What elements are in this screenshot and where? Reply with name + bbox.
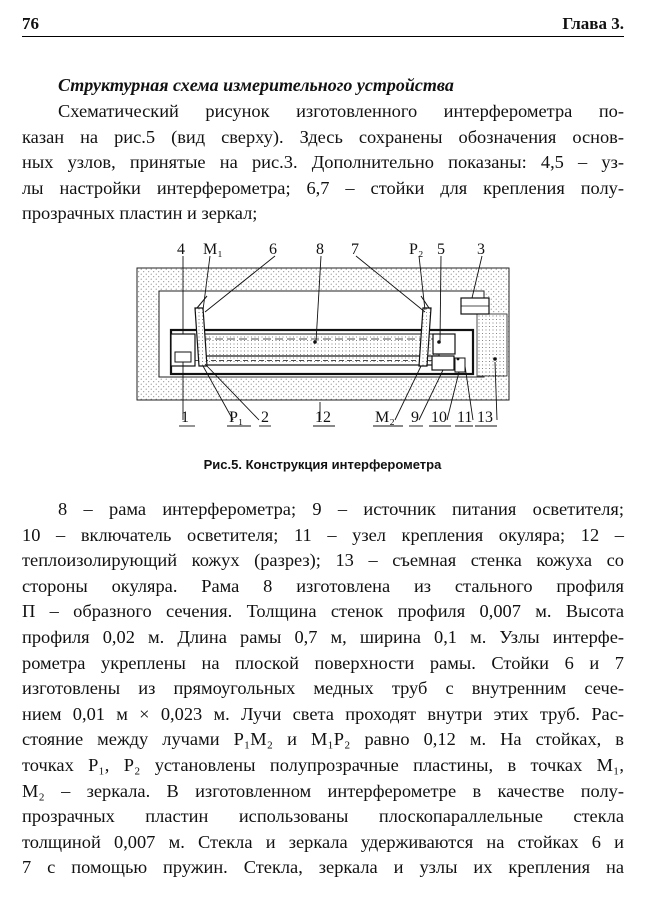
- text-line: 7 с помощью пружин. Стекла, зеркала и узлы их крепления на: [22, 857, 624, 878]
- text-line: стороны окуляра. Рама 8 изготовлена из стального профиля: [22, 575, 624, 596]
- text-line: нием 0,01 м × 0,023 м. Лучи света проходят внутри этих труб. Рас-: [22, 703, 624, 724]
- label-13: 13: [477, 409, 493, 426]
- section-title: Структурная схема измерительного устройства: [58, 75, 454, 95]
- text-line: ных узлов, принятые на рис.3. Дополнительно показаны: 4,5 – уз-: [22, 152, 624, 173]
- figure-caption: Рис.5. Конструкция интерферометра: [203, 457, 442, 472]
- text-line: точках P₁, P₂ установлены полупрозрачные пластины, в точках M₁,: [22, 754, 624, 775]
- switch-10: [455, 358, 465, 372]
- text-line: казан на рис.5 (вид сверху). Здесь сохранены обозначения основ-: [22, 126, 624, 147]
- text-line: рометра укреплены на плоской поверхности рамы. Стойки 6 и 7: [22, 652, 624, 673]
- text-line: 10 – включатель осветителя; 11 – узел крепления окуляра; 12 –: [22, 524, 624, 545]
- label-m1: M₁: [203, 241, 223, 258]
- text-line: изготовлены из прямоугольных медных труб с внутренним сече-: [22, 678, 624, 699]
- label-10: 10: [431, 409, 447, 426]
- legend-paragraph: [22, 497, 624, 881]
- text-line: профиля 0,02 м. Длина рамы 0,7 м, ширина 0,1 м. Узлы интерфе-: [22, 626, 624, 647]
- label-4: 4: [177, 241, 185, 258]
- intro-paragraph: [22, 99, 624, 227]
- text-line: M₂ – зеркала. В изготовленном интерферометре в качестве полу-: [22, 780, 624, 801]
- text-line: 8 – рама интерферометра; 9 – источник питания осветителя;: [58, 499, 624, 519]
- power-source-9: [432, 356, 454, 370]
- interferometer-diagram: [135, 238, 515, 438]
- adjust-node-5: [433, 334, 455, 354]
- text-line: толщиной 0,007 м. Стекла и зеркала удерживаются на стойках 6 и: [22, 831, 624, 852]
- text-line: Схематический рисунок изготовленного интерферометра по-: [58, 101, 624, 121]
- label-1: 1: [181, 409, 189, 426]
- label-p2: P₂: [409, 241, 424, 258]
- text-line: лы настройки интерферометра; 6,7 – стойки для крепления полу-: [22, 177, 624, 198]
- text-line: стояние между лучами P₁M₂ и M₁P₂ равно 0,12 м. На стойках, в: [22, 729, 624, 750]
- removable-wall: [477, 314, 507, 376]
- page-number: 76: [22, 14, 39, 33]
- text-line: прозрачных пластин использованы плоскопараллельные стекла: [22, 806, 624, 827]
- label-11: 11: [457, 409, 473, 426]
- label-m2: M₂: [375, 409, 395, 426]
- chapter-title: Глава 3.: [562, 14, 624, 33]
- frame-inner: [203, 334, 439, 358]
- label-7: 7: [351, 241, 359, 258]
- label-9: 9: [411, 409, 419, 426]
- label-3: 3: [477, 241, 485, 258]
- page-header: [22, 12, 624, 37]
- label-6: 6: [269, 241, 277, 258]
- label-p1: P₁: [229, 409, 244, 426]
- label-2: 2: [261, 409, 269, 426]
- text-line: теплоизолирующий кожух (разрез); 13 – съемная стенка кожуха со: [22, 550, 624, 571]
- text-line: прозрачных пластин и зеркал;: [22, 203, 258, 224]
- label-8: 8: [316, 241, 324, 258]
- label-5: 5: [437, 241, 445, 258]
- text-line: П – образного сечения. Толщина стенок профиля 0,007 м. Высота: [22, 601, 624, 622]
- label-12: 12: [315, 409, 331, 426]
